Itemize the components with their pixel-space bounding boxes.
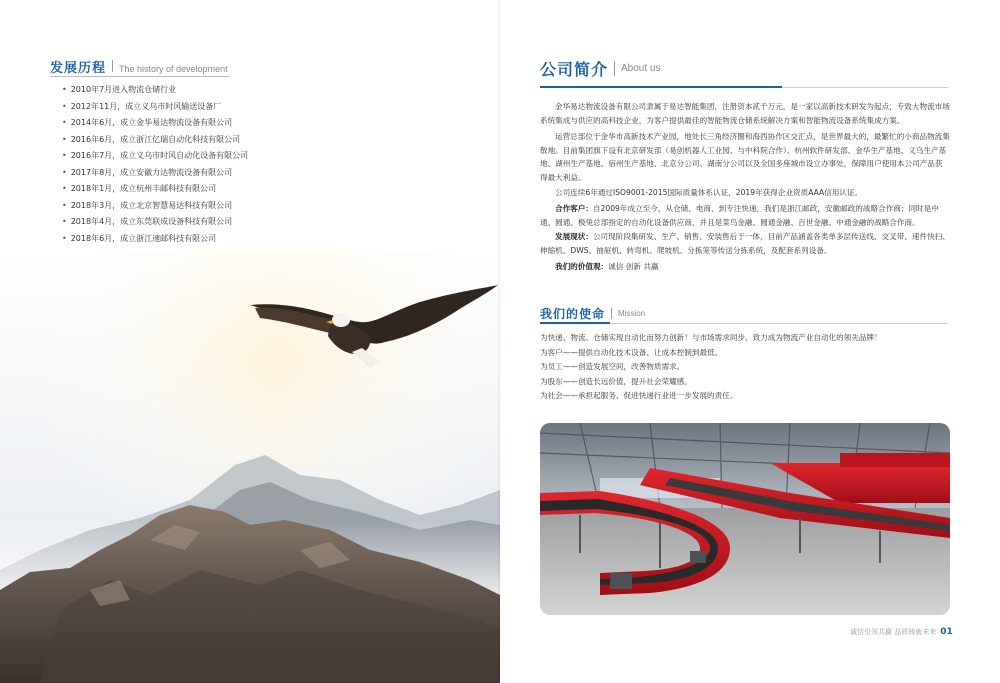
list-item: • 2016年6月，成立浙江亿瑞自动化科技有限公司 bbox=[62, 132, 253, 149]
page-number: 01 bbox=[940, 627, 953, 637]
about-rule bbox=[782, 87, 948, 88]
list-item: • 2018年1月，成立杭州丰邮科技有限公司 bbox=[62, 181, 253, 198]
mission-title: 我们的使命 bbox=[540, 307, 606, 321]
heading-divider bbox=[112, 60, 113, 72]
history-rule bbox=[50, 76, 230, 77]
mission-list bbox=[540, 331, 882, 404]
footer-slogan: 诚信引领共赢 品质铸就未来 bbox=[850, 628, 937, 636]
list-item: • 2012年11月，成立义乌市时风输送设备厂 bbox=[62, 99, 253, 116]
list-item: 为客户——提供自动化技术设备、让成本控制到最低。 bbox=[540, 347, 723, 357]
history-heading bbox=[50, 57, 228, 76]
mission-rule-accent bbox=[540, 322, 610, 324]
about-paragraph-status bbox=[540, 230, 950, 257]
list-item: • 2018年3月，成立北京智慧易达科技有限公司 bbox=[62, 198, 253, 215]
clients-label: 合作客户： bbox=[555, 204, 593, 213]
clients-text: 自2009年成立至今，从仓储、电商、到专注快递，我们是浙江邮政，安徽邮政的战略合作商；同时是中通、圆通、极兔总部指定的自动化设备供应商，并且是菜鸟金融、圆通金融、百世金融、中通金融的战略合作商。 bbox=[540, 204, 939, 227]
about-subtitle: About us bbox=[621, 63, 661, 74]
about-paragraph-clients bbox=[540, 202, 950, 229]
about-paragraph-3: 公司连续6年通过ISO9001-2015国际质量体系认证，2019年获得企业资质AAA信用认证。 bbox=[555, 188, 863, 197]
list-item: • 2016年7月，成立义乌市时风自动化设备有限公司 bbox=[62, 148, 253, 165]
status-label: 发展现状： bbox=[555, 232, 593, 241]
list-item: 为员工——创造发展空间，改善物质需求。 bbox=[540, 362, 685, 371]
about-heading bbox=[540, 57, 661, 80]
status-text: 公司现阶段集研发、生产、销售、安装售后于一体，目前产品涵盖各类单多层传送线、交叉带、速件快扫、伸缩机、DWS、抽屉机、转弯机、爬坡机、分拣笼等传送分拣系统，及配套系列设备。 bbox=[540, 232, 950, 255]
warehouse-conveyor-photo bbox=[540, 423, 950, 615]
about-paragraph-values bbox=[540, 260, 950, 274]
list-item: • 2018年6月，成立浙江速邮科技有限公司 bbox=[62, 231, 253, 248]
mission-heading bbox=[540, 305, 645, 322]
heading-divider bbox=[611, 308, 612, 319]
page-footer bbox=[850, 627, 953, 637]
history-title: 发展历程 bbox=[50, 61, 107, 76]
about-rule-accent bbox=[540, 86, 782, 88]
list-item: 为快递、物流、仓储实现自动化而努力创新！与市场需求同步、致力成为物流产业自动化的领先品牌！ bbox=[540, 333, 882, 342]
heading-divider bbox=[614, 61, 615, 76]
mission-rule bbox=[610, 323, 948, 324]
list-item: 为股东——创造长远价值，提升社会荣耀感。 bbox=[540, 376, 692, 386]
eagle-mountain-illustration bbox=[0, 250, 500, 683]
list-item: • 2014年6月，成立金华易达物流设备有限公司 bbox=[62, 115, 253, 132]
mission-subtitle: Mission bbox=[618, 309, 646, 318]
values-label: 我们的价值观： bbox=[555, 262, 609, 271]
about-title: 公司简介 bbox=[540, 60, 609, 79]
list-item: • 2010年7月进入物流仓储行业 bbox=[62, 82, 253, 99]
list-item: • 2018年4月，成立东莞联成设备科技有限公司 bbox=[62, 214, 253, 231]
list-item: 为社会——承担起服务、促进快递行业进一步发展的责任。 bbox=[540, 391, 738, 400]
right-page bbox=[500, 0, 1000, 683]
values-text: 诚信 创新 共赢 bbox=[608, 262, 659, 271]
list-item: • 2017年8月，成立安徽力达物流设备有限公司 bbox=[62, 165, 253, 182]
about-paragraph-1: 金华易达物流设备有限公司隶属于易达智能集团，注册资本贰千万元，是一家以高新技术研发为起点，专致大物流市场系统集成与供应的高科技企业，为客户提供最佳的智能物流仓储系统解决方案和智能物流设备系统集成方案。 bbox=[540, 102, 950, 125]
history-subtitle: The history of development bbox=[119, 64, 228, 74]
about-paragraph-2: 运营总部位于金华市高新技术产业园，地处长三角经济圈和海西协作区交汇点，是世界最大的，最繁忙的小商品物流集散地。目前集团旗下设有北京研发部（易创机器人工业园、与中科院合作）、杭州软件研发部、金华生产基地、义乌生产基地、湖州生产基地、宿州生产基地、北京分公司、湖南分公司以及全国多座城市设立办事处，保障用户使用本公司产品获得最大利益。 bbox=[540, 132, 950, 182]
